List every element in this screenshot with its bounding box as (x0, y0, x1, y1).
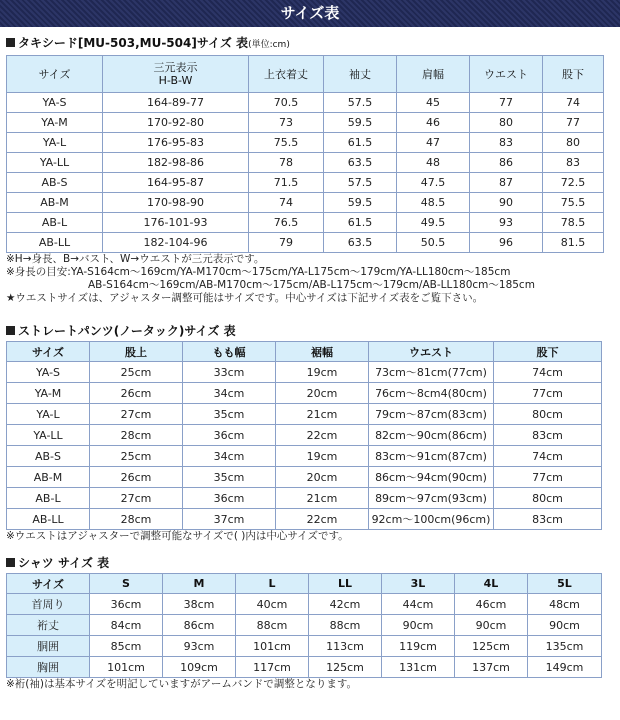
table-cell: 75.5 (249, 133, 324, 153)
table-cell: 28cm (90, 509, 183, 530)
header-cell: 4L (455, 574, 528, 594)
table-cell: 26cm (90, 383, 183, 404)
header-cell: 3L (382, 574, 455, 594)
header-cell: 肩幅 (397, 56, 470, 93)
header-cell: 股上 (90, 342, 183, 362)
table-cell: 20cm (276, 383, 369, 404)
table-cell: 83cm〜91cm(87cm) (369, 446, 494, 467)
table-cell: 170-98-90 (103, 193, 249, 213)
table-cell: 131cm (382, 657, 455, 678)
header-line: H-B-W (158, 74, 193, 87)
table-cell: 80 (470, 113, 543, 133)
table-cell: 48.5 (397, 193, 470, 213)
row-label-cell: AB-M (7, 467, 90, 488)
square-bullet-icon (6, 326, 15, 335)
table-cell: 87 (470, 173, 543, 193)
table-cell: 83cm (494, 509, 602, 530)
table-cell: 79cm〜87cm(83cm) (369, 404, 494, 425)
header-cell: L (236, 574, 309, 594)
table-cell: 80cm (494, 404, 602, 425)
header-cell: 裾幅 (276, 342, 369, 362)
table-cell: 35cm (183, 404, 276, 425)
table-row (7, 113, 604, 133)
header-cell: 袖丈 (324, 56, 397, 93)
tuxedo-size-table (6, 55, 604, 253)
table-row (7, 133, 604, 153)
table-cell: 176-101-93 (103, 213, 249, 233)
table-cell: 76cm〜8cm4(80cm) (369, 383, 494, 404)
table-cell: 74 (249, 193, 324, 213)
header-cell: サイズ (7, 342, 90, 362)
shirts-size-table (6, 573, 602, 678)
table-cell: 28cm (90, 425, 183, 446)
table-row (7, 446, 602, 467)
table-cell: 164-95-87 (103, 173, 249, 193)
table-cell: 20cm (276, 467, 369, 488)
row-label-cell: 胴囲 (7, 636, 90, 657)
table-cell: 19cm (276, 446, 369, 467)
table-cell: 135cm (528, 636, 602, 657)
table-cell: 89cm〜97cm(93cm) (369, 488, 494, 509)
header-line: 三元表示 (153, 61, 198, 74)
table-cell: 92cm〜100cm(96cm) (369, 509, 494, 530)
table-cell: 34cm (183, 383, 276, 404)
row-label-cell: YA-M (7, 113, 103, 133)
table-cell: 71.5 (249, 173, 324, 193)
table-row (7, 213, 604, 233)
table-cell: 182-98-86 (103, 153, 249, 173)
header-cell: S (90, 574, 163, 594)
table-cell: 74cm (494, 446, 602, 467)
shirts-notes (6, 678, 620, 691)
table-row (7, 153, 604, 173)
table-row (7, 636, 602, 657)
table-row (7, 383, 602, 404)
table-cell: 34cm (183, 446, 276, 467)
tuxedo-unit: (単位:cm) (248, 40, 290, 50)
pants-size-table (6, 341, 602, 530)
table-cell: 86cm (163, 615, 236, 636)
table-cell: 81.5 (543, 233, 604, 253)
row-label-cell: 裄丈 (7, 615, 90, 636)
table-cell: 77cm (494, 467, 602, 488)
note-line: ※裄(袖)は基本サイズを明記していますがアームバンドで調整となります。 (6, 678, 357, 690)
table-cell: 46 (397, 113, 470, 133)
square-bullet-icon (6, 558, 15, 567)
table-cell: 45 (397, 93, 470, 113)
table-row (7, 467, 602, 488)
table-cell: 80 (543, 133, 604, 153)
table-cell: 77 (543, 113, 604, 133)
row-label-cell: AB-S (7, 446, 90, 467)
table-row (7, 594, 602, 615)
table-row (7, 488, 602, 509)
table-cell: 25cm (90, 446, 183, 467)
row-label-cell: YA-LL (7, 425, 90, 446)
table-row (7, 362, 602, 383)
table-cell: 76.5 (249, 213, 324, 233)
note-line: ※ウエストはアジャスターで調整可能なサイズで( )内は中心サイズです。 (6, 530, 349, 542)
table-cell: 74 (543, 93, 604, 113)
table-cell: 125cm (455, 636, 528, 657)
table-cell: 125cm (309, 657, 382, 678)
pants-title-text: ストレートパンツ(ノータック)サイズ 表 (18, 324, 236, 338)
row-label-cell: YA-LL (7, 153, 103, 173)
table-cell: 88cm (309, 615, 382, 636)
table-cell: 85cm (90, 636, 163, 657)
header-cell: サイズ (7, 574, 90, 594)
table-cell: 49.5 (397, 213, 470, 233)
note-line: ★ウエストサイズは、アジャスター調整可能はサイズです。中心サイズは下記サイズ表をご覧下さい。 (6, 292, 484, 304)
table-cell: 90cm (382, 615, 455, 636)
table-cell: 22cm (276, 425, 369, 446)
table-cell: 21cm (276, 488, 369, 509)
table-cell: 37cm (183, 509, 276, 530)
table-cell: 22cm (276, 509, 369, 530)
shirts-section-title (6, 556, 620, 570)
row-label-cell: YA-S (7, 93, 103, 113)
row-label-cell: AB-L (7, 213, 103, 233)
table-row (7, 615, 602, 636)
note-line: ※身長の目安:YA-S164cm〜169cm/YA-M170cm〜175cm/YA-L175cm〜179cm/YA-LL180cm〜185cm (6, 266, 511, 278)
header-cell: もも幅 (183, 342, 276, 362)
shirts-title-text: シャツ サイズ 表 (18, 556, 110, 570)
table-cell: 109cm (163, 657, 236, 678)
header-cell: ウエスト (369, 342, 494, 362)
table-cell: 73 (249, 113, 324, 133)
table-cell: 83 (470, 133, 543, 153)
table-cell: 40cm (236, 594, 309, 615)
table-cell: 48 (397, 153, 470, 173)
table-row (7, 193, 604, 213)
table-header-row (7, 574, 602, 594)
table-cell: 74cm (494, 362, 602, 383)
table-cell: 36cm (183, 425, 276, 446)
table-cell: 44cm (382, 594, 455, 615)
row-label-cell: AB-LL (7, 509, 90, 530)
table-cell: 93 (470, 213, 543, 233)
table-cell: 83cm (494, 425, 602, 446)
table-cell: 70.5 (249, 93, 324, 113)
table-cell: 57.5 (324, 93, 397, 113)
table-cell: 72.5 (543, 173, 604, 193)
table-cell: 80cm (494, 488, 602, 509)
table-cell: 73cm〜81cm(77cm) (369, 362, 494, 383)
note-line: AB-S164cm〜169cm/AB-M170cm〜175cm/AB-L175cm〜179cm/AB-LL180cm〜185cm (88, 279, 535, 291)
table-cell: 25cm (90, 362, 183, 383)
row-label-cell: YA-L (7, 404, 90, 425)
table-cell: 61.5 (324, 213, 397, 233)
table-row (7, 233, 604, 253)
table-cell: 59.5 (324, 193, 397, 213)
table-cell: 78 (249, 153, 324, 173)
tuxedo-section-title (6, 36, 620, 52)
table-cell: 113cm (309, 636, 382, 657)
table-cell: 42cm (309, 594, 382, 615)
table-row (7, 173, 604, 193)
table-row (7, 509, 602, 530)
row-label-cell: AB-L (7, 488, 90, 509)
table-cell: 137cm (455, 657, 528, 678)
table-cell: 90cm (455, 615, 528, 636)
table-cell: 47 (397, 133, 470, 153)
table-cell: 83 (543, 153, 604, 173)
table-cell: 86 (470, 153, 543, 173)
table-row (7, 425, 602, 446)
row-label-cell: 胸囲 (7, 657, 90, 678)
table-cell: 170-92-80 (103, 113, 249, 133)
table-cell: 93cm (163, 636, 236, 657)
header-cell: ウエスト (470, 56, 543, 93)
pants-section-title (6, 324, 620, 338)
tuxedo-title-text: タキシード[MU-503,MU-504]サイズ 表 (18, 36, 249, 50)
pants-notes (6, 530, 620, 543)
table-cell: 63.5 (324, 233, 397, 253)
tuxedo-notes (6, 253, 620, 305)
table-header-row (7, 342, 602, 362)
row-label-cell: YA-M (7, 383, 90, 404)
header-cell: 股下 (494, 342, 602, 362)
table-cell: 78.5 (543, 213, 604, 233)
table-cell: 61.5 (324, 133, 397, 153)
table-cell: 38cm (163, 594, 236, 615)
header-cell: サイズ (7, 56, 103, 93)
table-cell: 57.5 (324, 173, 397, 193)
table-cell: 84cm (90, 615, 163, 636)
table-cell: 88cm (236, 615, 309, 636)
table-cell: 75.5 (543, 193, 604, 213)
table-cell: 82cm〜90cm(86cm) (369, 425, 494, 446)
row-label-cell: YA-S (7, 362, 90, 383)
header-cell: 股下 (543, 56, 604, 93)
header-cell-hbw (103, 56, 249, 93)
table-cell: 86cm〜94cm(90cm) (369, 467, 494, 488)
table-cell: 119cm (382, 636, 455, 657)
table-header-row (7, 56, 604, 93)
header-cell: 上衣着丈 (249, 56, 324, 93)
note-line: ※H→身長、B→バスト、W→ウエストが三元表示です。 (6, 253, 265, 265)
table-cell: 59.5 (324, 113, 397, 133)
square-bullet-icon (6, 38, 15, 47)
table-cell: 36cm (90, 594, 163, 615)
table-row (7, 657, 602, 678)
table-cell: 19cm (276, 362, 369, 383)
table-cell: 33cm (183, 362, 276, 383)
table-cell: 48cm (528, 594, 602, 615)
table-cell: 117cm (236, 657, 309, 678)
table-cell: 26cm (90, 467, 183, 488)
table-cell: 90cm (528, 615, 602, 636)
table-cell: 77 (470, 93, 543, 113)
row-label-cell: 首周り (7, 594, 90, 615)
row-label-cell: AB-S (7, 173, 103, 193)
table-cell: 96 (470, 233, 543, 253)
table-cell: 182-104-96 (103, 233, 249, 253)
table-cell: 47.5 (397, 173, 470, 193)
table-cell: 21cm (276, 404, 369, 425)
table-cell: 164-89-77 (103, 93, 249, 113)
table-cell: 35cm (183, 467, 276, 488)
header-cell: LL (309, 574, 382, 594)
banner-title: サイズ表 (280, 4, 340, 22)
table-cell: 63.5 (324, 153, 397, 173)
table-cell: 36cm (183, 488, 276, 509)
table-row (7, 404, 602, 425)
row-label-cell: YA-L (7, 133, 103, 153)
table-cell: 77cm (494, 383, 602, 404)
table-cell: 50.5 (397, 233, 470, 253)
row-label-cell: AB-M (7, 193, 103, 213)
table-cell: 176-95-83 (103, 133, 249, 153)
table-cell: 149cm (528, 657, 602, 678)
page-banner (0, 0, 620, 27)
table-row (7, 93, 604, 113)
table-cell: 90 (470, 193, 543, 213)
header-cell: 5L (528, 574, 602, 594)
table-cell: 79 (249, 233, 324, 253)
table-cell: 101cm (90, 657, 163, 678)
header-cell: M (163, 574, 236, 594)
table-cell: 101cm (236, 636, 309, 657)
row-label-cell: AB-LL (7, 233, 103, 253)
table-cell: 27cm (90, 488, 183, 509)
table-cell: 27cm (90, 404, 183, 425)
table-cell: 46cm (455, 594, 528, 615)
